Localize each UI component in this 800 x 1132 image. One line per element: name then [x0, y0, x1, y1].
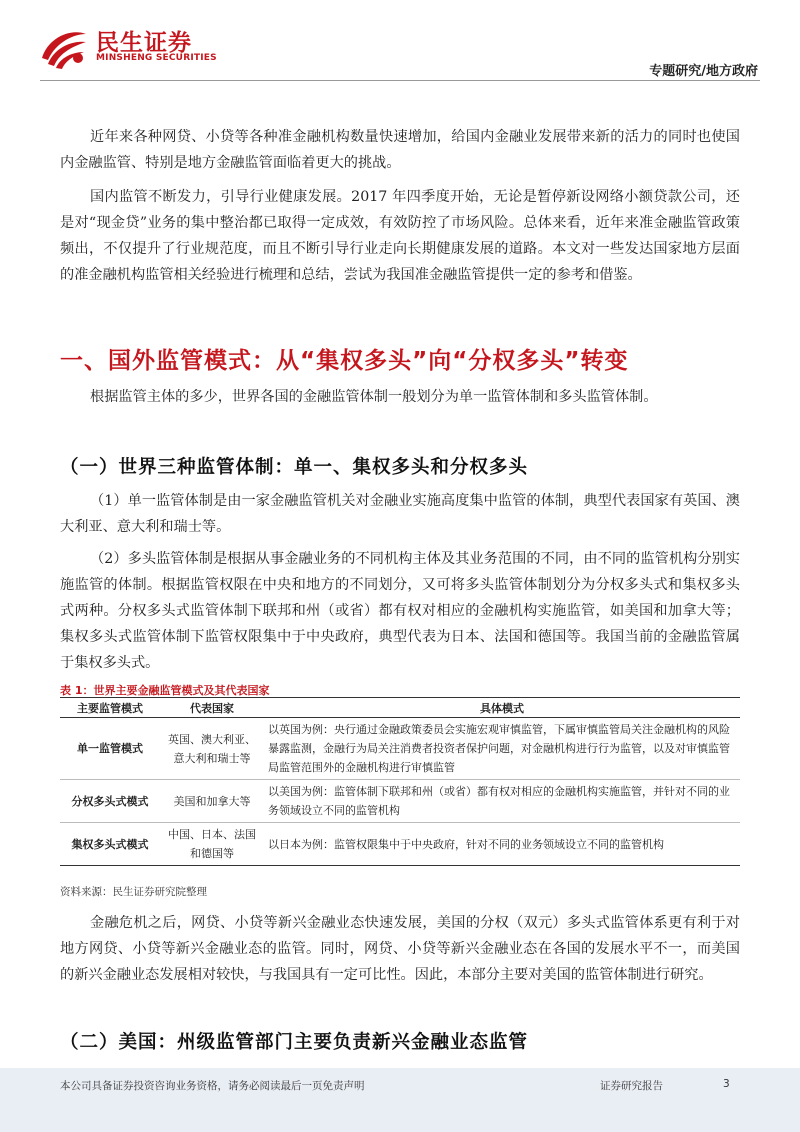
page-number: 3 [723, 1078, 730, 1090]
regulation-table [60, 697, 740, 866]
header-countries: 代表国家 [160, 698, 264, 718]
cell-countries: 中国、日本、法国和德国等 [160, 823, 264, 866]
post-table-paragraph: 金融危机之后，网贷、小贷等新兴金融业态快速发展，美国的分权（双元）多头式监管体系更有利于对地方网贷、小贷等新兴金融业态的监管。同时，网贷、小贷等新兴金融业态在各国的发展水平不一，而美国的新兴金融业态发展相对较快，与我国具有一定可比性。因此，本部分主要对美国的监管体制进行研究。 [60, 915, 740, 983]
table-header-row [60, 698, 740, 718]
intro-paragraph-2: 国内监管不断发力，引导行业健康发展。2017 年四季度开始，无论是暂停新设网络小额贷款公司，还是对“现金贷”业务的集中整治都已取得一定成效，有效防控了市场风险。总体来看，近年来准金融监管政策频出，不仅提升了行业规范度，而且不断引导行业走向长期健康发展的道路。本文对一些发达国家地方层面的准金融机构监管相关经验进行梳理和总结，尝试为我国准金融监管提供一定的参考和借鉴。 [60, 189, 740, 283]
cell-mode: 分权多头式模式 [60, 780, 160, 823]
cell-detail: 以美国为例：监管体制下联邦和州（或省）都有权对相应的金融机构实施监管，并针对不同的业务领域设立不同的监管机构 [264, 780, 740, 823]
footer-report-type: 证券研究报告 [600, 1080, 663, 1092]
header-divider [40, 80, 760, 81]
subsection-paragraph-1: （1）单一监管体制是由一家金融监管机关对金融业实施高度集中监管的体制，典型代表国家有英国、澳大利亚、意大利和瑞士等。 [60, 493, 740, 535]
subsection-paragraph-2: （2）多头监管体制是根据从事金融业务的不同机构主体及其业务范围的不同，由不同的监管机构分别实施监管的体制。根据监管权限在中央和地方的不同划分，又可将多头监管体制划分为分权多头式和集权多头式两种。分权多头式监管体制下联邦和州（或省）都有权对相应的金融机构实施监管，如美国和加拿大等；集权多头式监管体制下监管权限集中于中央政府，典型代表为日本、法国和德国等。我国当前的金融监管属于集权多头式。 [60, 551, 740, 671]
table-row [60, 718, 740, 780]
cell-countries: 美国和加拿大等 [160, 780, 264, 823]
header-detail: 具体模式 [264, 698, 740, 718]
section-title: 一、国外监管模式：从“集权多头”向“分权多头”转变 [60, 348, 629, 374]
section-paragraph-1: 根据监管主体的多少，世界各国的金融监管体制一般划分为单一监管体制和多头监管体制。 [90, 389, 658, 405]
table-title: 表 1：世界主要金融监管模式及其代表国家 [60, 684, 270, 697]
table-row [60, 823, 740, 866]
cell-mode: 单一监管模式 [60, 718, 160, 780]
cell-detail: 以日本为例：监管权限集中于中央政府，针对不同的业务领域设立不同的监管机构 [264, 823, 740, 866]
logo-text-en: MINSHENG SECURITIES [96, 53, 217, 63]
subsection-title-2: （二）美国：州级监管部门主要负责新兴金融业态监管 [60, 1032, 529, 1053]
cell-detail: 以英国为例：央行通过金融政策委员会实施宏观审慎监管，下属审慎监管局关注金融机构的风险暴露监测，金融行为局关注消费者投资者保护问题，对金融机构进行行为监管，以及对审慎监管局监管范围外的金融机构进行审慎监管 [264, 718, 740, 780]
table-row [60, 780, 740, 823]
report-category: 专题研究/地方政府 [649, 64, 758, 79]
intro-paragraph-1: 近年来各种网贷、小贷等各种准金融机构数量快速增加，给国内金融业发展带来新的活力的同时也使国内金融监管、特别是地方金融监管面临着更大的挑战。 [60, 129, 740, 171]
minsheng-logo-icon [40, 24, 88, 70]
logo-text-cn: 民生证券 [96, 30, 192, 56]
header-mode: 主要监管模式 [60, 698, 160, 718]
logo [40, 24, 217, 70]
cell-mode: 集权多头式模式 [60, 823, 160, 866]
cell-countries: 英国、澳大利亚、意大利和瑞士等 [160, 718, 264, 780]
footer-disclaimer: 本公司具备证券投资咨询业务资格，请务必阅读最后一页免责声明 [60, 1080, 365, 1092]
subsection-title-1: （一）世界三种监管体制：单一、集权多头和分权多头 [60, 457, 529, 478]
table-source: 资料来源：民生证券研究院整理 [60, 886, 207, 898]
page-header [0, 0, 800, 82]
